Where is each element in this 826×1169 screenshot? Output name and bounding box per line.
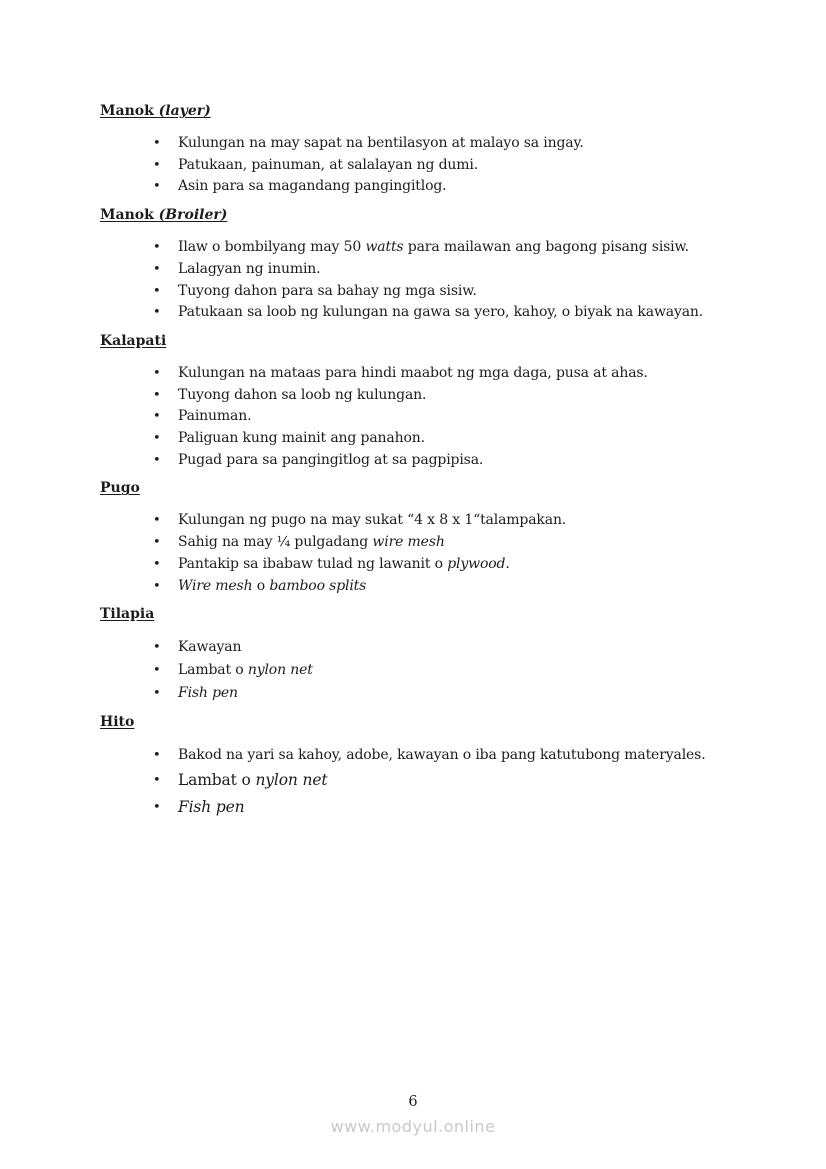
bullet-marker: • <box>153 513 161 529</box>
bullet-text <box>178 532 728 554</box>
bullet-marker: • <box>153 261 161 277</box>
bullet-marker: • <box>153 640 161 656</box>
text-run: Painuman. <box>178 408 252 425</box>
bullet-list <box>151 636 728 705</box>
bullet-text <box>178 659 728 682</box>
text-run: para mailawan ang bagong pisang sisiw. <box>403 239 689 256</box>
bullet-text <box>178 744 728 767</box>
section-pugo <box>100 479 728 597</box>
bullet-text <box>178 510 728 532</box>
bullet-marker: • <box>153 136 161 151</box>
bullet-marker: • <box>153 748 161 764</box>
section-heading-manok-layer <box>100 102 728 120</box>
bullet-marker: • <box>153 556 161 572</box>
document-body <box>100 102 728 829</box>
bullet-item <box>151 155 728 177</box>
bullet-text <box>178 259 728 281</box>
bullet-list <box>151 133 728 198</box>
bullet-list <box>151 363 728 472</box>
bullet-text <box>178 794 728 821</box>
bullet-item <box>151 281 728 303</box>
text-run: Kulungan na mataas para hindi maabot ng mga daga, pusa at ahas. <box>178 364 648 381</box>
bullet-text <box>178 767 728 794</box>
bullet-text <box>178 406 728 428</box>
text-run: Tilapia <box>100 606 155 623</box>
bullet-item <box>151 450 728 472</box>
bullet-marker: • <box>153 305 161 321</box>
section-heading-hito <box>100 713 728 731</box>
text-run: Kawayan <box>178 639 242 656</box>
bullet-marker: • <box>153 686 161 702</box>
italic-text-run: Wire mesh <box>178 577 253 594</box>
bullet-text <box>178 281 728 303</box>
bullet-item <box>151 794 728 821</box>
bullet-marker: • <box>153 240 161 256</box>
bullet-item <box>151 176 728 198</box>
bullet-item <box>151 554 728 576</box>
text-run: Bakod na yari sa kahoy, adobe, kawayan o iba pang katutubong materyales. <box>178 747 706 764</box>
bullet-marker: • <box>153 578 161 594</box>
section-hito <box>100 713 728 821</box>
text-run: Lambat o <box>178 771 256 790</box>
bullet-marker: • <box>153 663 161 679</box>
bullet-list <box>151 237 728 324</box>
section-manok-broiler <box>100 206 728 324</box>
italic-text-run: watts <box>365 239 404 256</box>
text-run: Patukaan sa loob ng kulungan na gawa sa yero, kahoy, o biyak na kawayan. <box>178 304 704 321</box>
bullet-text <box>178 385 728 407</box>
text-run: Pugad para sa pangingitlog at sa pagpipisa. <box>178 451 484 468</box>
text-run: Lambat o <box>178 662 248 679</box>
bullet-item <box>151 767 728 794</box>
italic-text-run: plywood <box>447 555 506 572</box>
bullet-marker: • <box>153 535 161 551</box>
bullet-item <box>151 259 728 281</box>
bullet-text <box>178 554 728 576</box>
text-run: o <box>252 577 270 594</box>
text-run: Patukaan, painuman, at salalayan ng dumi. <box>178 156 479 173</box>
italic-text-run: nylon net <box>255 771 328 790</box>
italic-text-run: (layer) <box>158 103 211 119</box>
bullet-marker: • <box>153 452 161 468</box>
text-run: Tuyong dahon para sa bahay ng mga sisiw. <box>178 282 477 299</box>
bullet-text <box>178 636 728 659</box>
text-run: Manok <box>100 103 159 119</box>
bullet-item <box>151 237 728 259</box>
section-heading-pugo <box>100 479 728 497</box>
section-kalapati <box>100 332 728 472</box>
italic-text-run: nylon net <box>247 662 313 679</box>
bullet-text <box>178 155 728 177</box>
italic-text-run: wire mesh <box>372 534 445 551</box>
bullet-item <box>151 510 728 532</box>
text-run: Ilaw o bombilyang may 50 <box>178 239 366 256</box>
italic-text-run: bamboo splits <box>269 577 367 594</box>
bullet-item <box>151 428 728 450</box>
bullet-text <box>178 302 728 324</box>
text-run: Manok <box>100 207 159 224</box>
bullet-list <box>151 744 728 821</box>
bullet-marker: • <box>153 157 161 173</box>
bullet-item <box>151 576 728 598</box>
text-run: Hito <box>100 714 135 731</box>
bullet-item <box>151 406 728 428</box>
bullet-item <box>151 659 728 682</box>
section-manok-layer <box>100 102 728 198</box>
page-number: 6 <box>408 1094 418 1110</box>
watermark-text: www.modyul.online <box>330 1117 496 1136</box>
bullet-text <box>178 576 728 598</box>
text-run: Kulungan na may sapat na bentilasyon at malayo sa ingay. <box>178 135 584 151</box>
bullet-item <box>151 682 728 705</box>
bullet-text <box>178 450 728 472</box>
bullet-text <box>178 428 728 450</box>
bullet-text <box>178 682 728 705</box>
bullet-text <box>178 363 728 385</box>
bullet-marker: • <box>153 387 161 403</box>
section-heading-tilapia <box>100 605 728 623</box>
italic-text-run: Fish pen <box>178 685 238 702</box>
text-run: . <box>505 555 510 572</box>
bullet-item <box>151 133 728 155</box>
text-run: Pugo <box>100 480 140 497</box>
bullet-item <box>151 363 728 385</box>
bullet-text <box>178 237 728 259</box>
bullet-marker: • <box>153 283 161 299</box>
section-heading-kalapati <box>100 332 728 350</box>
bullet-item <box>151 532 728 554</box>
bullet-text <box>178 176 728 198</box>
text-run: Tuyong dahon sa loob ng kulungan. <box>178 386 427 403</box>
bullet-marker: • <box>153 773 161 789</box>
text-run: Kulungan ng pugo na may sukat “4 x 8 x 1“talampakan. <box>178 512 567 529</box>
italic-text-run: Fish pen <box>178 798 245 817</box>
bullet-text <box>178 133 728 155</box>
bullet-marker: • <box>153 179 161 195</box>
bullet-marker: • <box>153 431 161 447</box>
bullet-item <box>151 385 728 407</box>
text-run: Paliguan kung mainit ang panahon. <box>178 430 425 447</box>
section-tilapia <box>100 605 728 705</box>
text-run: Asin para sa magandang pangingitlog. <box>178 178 447 195</box>
bullet-marker: • <box>153 365 161 381</box>
text-run: Sahig na may ¼ pulgadang <box>178 534 373 551</box>
text-run: Lalagyan ng inumin. <box>178 260 321 277</box>
bullet-item <box>151 744 728 767</box>
bullet-marker: • <box>153 409 161 425</box>
text-run: Kalapati <box>100 332 167 349</box>
bullet-marker: • <box>153 800 161 816</box>
section-heading-manok-broiler <box>100 206 728 224</box>
text-run: Pantakip sa ibabaw tulad ng lawanit o <box>178 555 448 572</box>
bullet-list <box>151 510 728 597</box>
bullet-item <box>151 302 728 324</box>
italic-text-run: (Broiler) <box>158 207 228 224</box>
bullet-item <box>151 636 728 659</box>
